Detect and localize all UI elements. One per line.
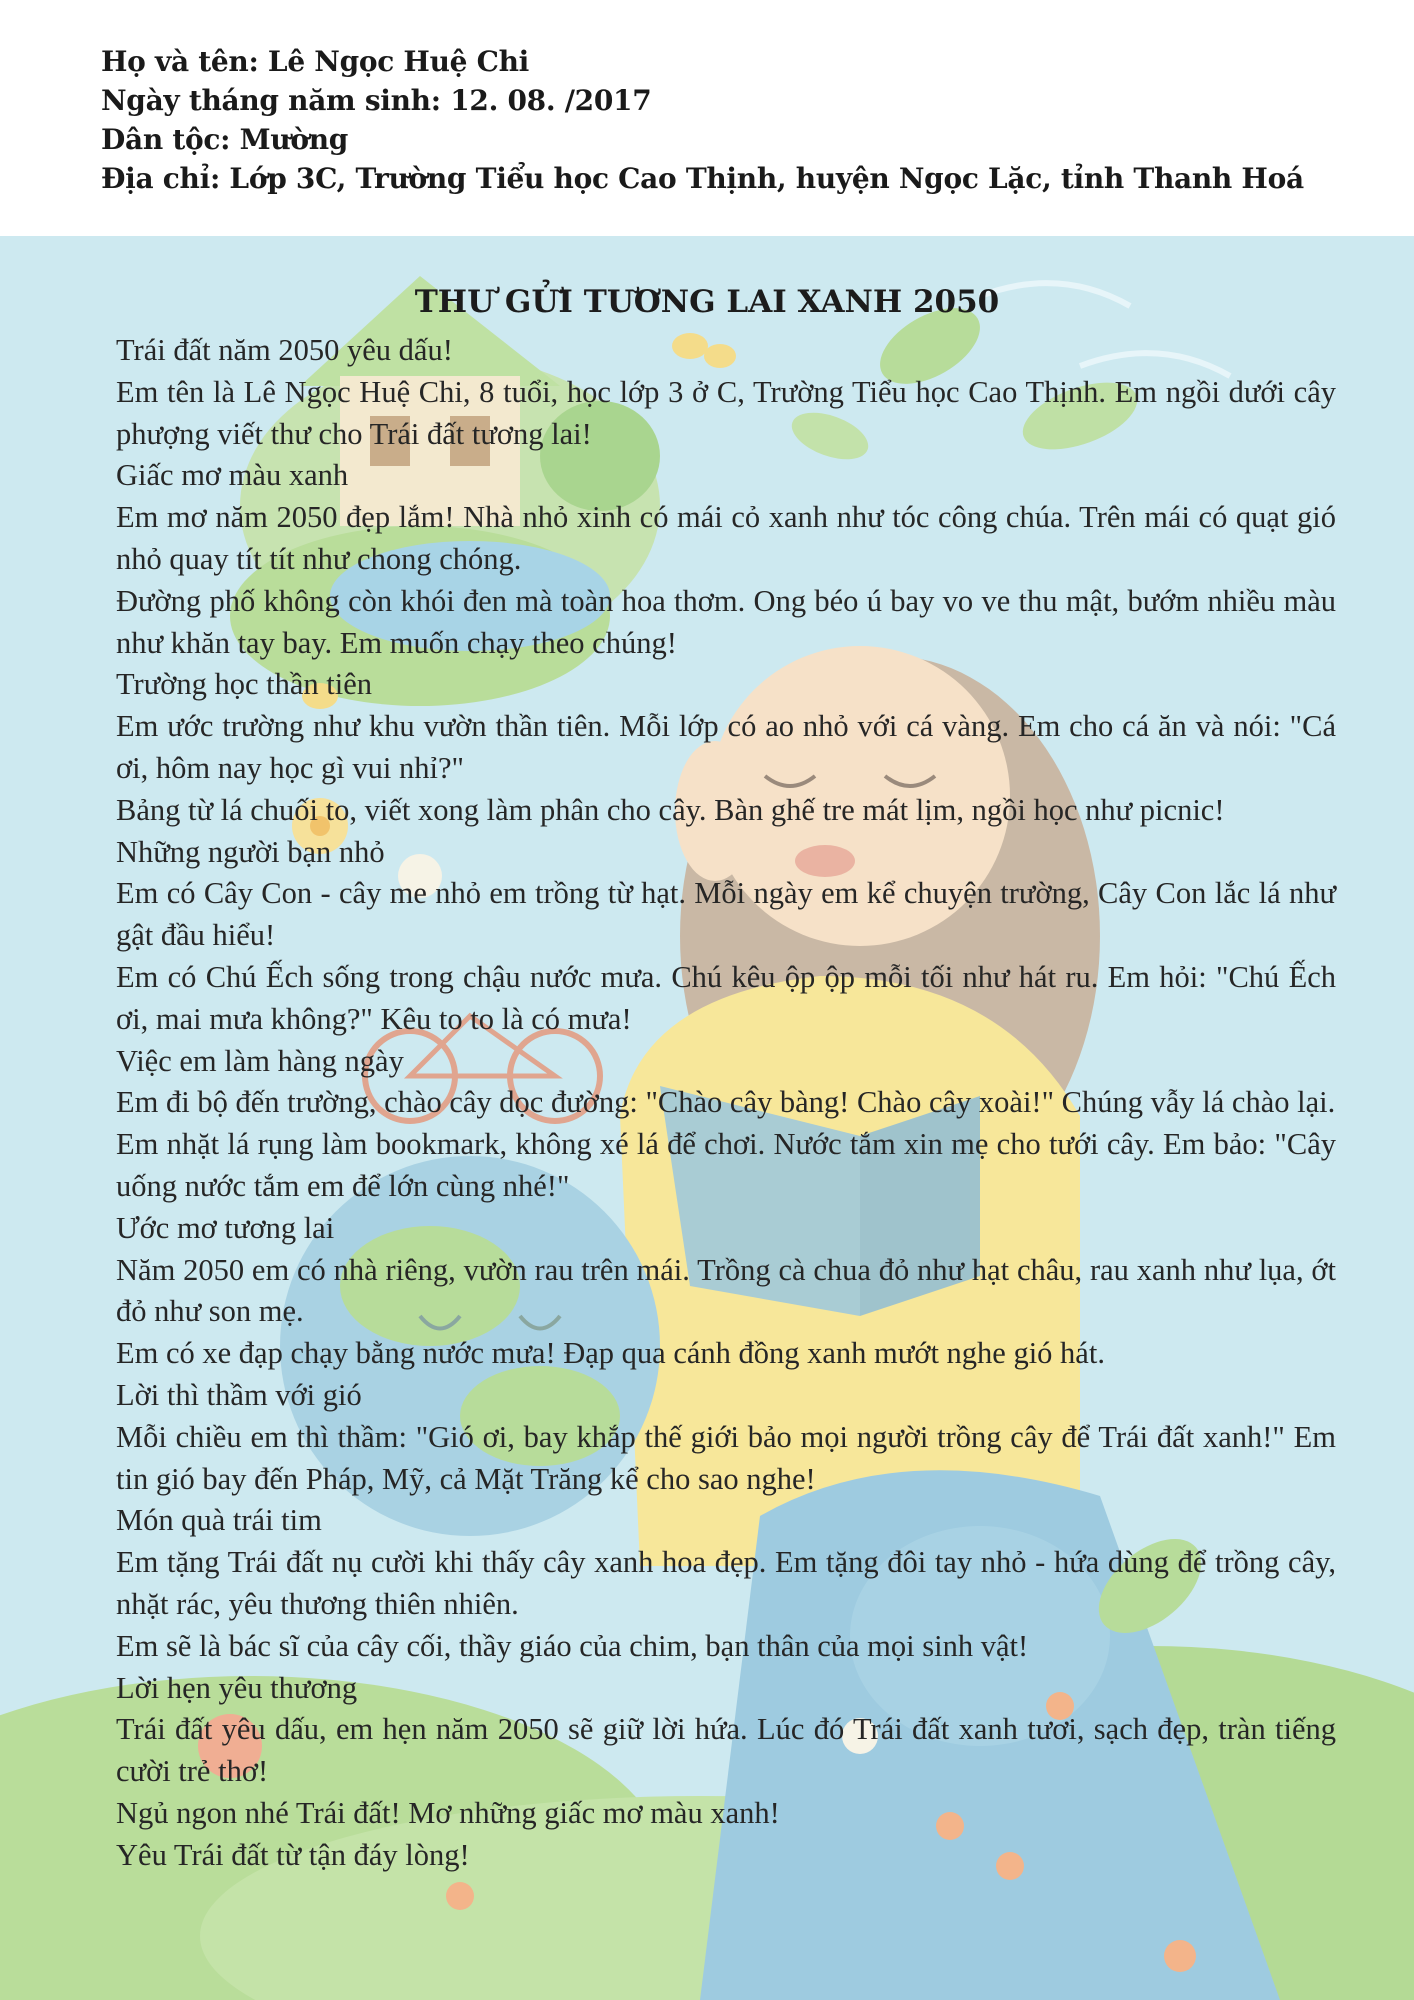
section-heading: Lời thì thầm với gió — [116, 1377, 362, 1412]
paragraph: Đường phố không còn khói đen mà toàn hoa thơm. Ong béo ú bay vo ve thu mật, bướm nhiều màu như khăn tay bay. Em muốn chạy theo chúng! — [116, 583, 1336, 660]
closing-line: Yêu Trái đất từ tận đáy lòng! — [116, 1837, 470, 1872]
student-ethnicity: Dân tộc: Mường — [101, 123, 349, 156]
section-heading: Lời hẹn yêu thương — [116, 1670, 358, 1705]
letter-title: THƯ GỬI TƯƠNG LAI XANH 2050 — [414, 284, 1000, 320]
paragraph: Em tặng Trái đất nụ cười khi thấy cây xanh hoa đẹp. Em tặng đôi tay nhỏ - hứa dùng để trồng cây, nhặt rác, yêu thương thiên nhiên. — [116, 1545, 1336, 1621]
paragraph: Em có xe đạp chạy bằng nước mưa! Đạp qua cánh đồng xanh mướt nghe gió hát. — [116, 1336, 1105, 1371]
student-name: Họ và tên: Lê Ngọc Huệ Chi — [101, 45, 529, 78]
paragraph: Em có Chú Ếch sống trong chậu nước mưa. Chú kêu ộp ộp mỗi tối như hát ru. Em hỏi: "Chú Ếch ơi, mai mưa không?" Kêu to to là có mưa! — [116, 959, 1336, 1036]
section-heading: Trường học thần tiên — [116, 667, 373, 702]
paragraph: Năm 2050 em có nhà riêng, vườn rau trên mái. Trồng cà chua đỏ như hạt châu, rau xanh như lụa, ớt đỏ như son mẹ. — [116, 1252, 1336, 1329]
section-heading: Giấc mơ màu xanh — [116, 458, 349, 493]
greeting: Trái đất năm 2050 yêu dấu! — [116, 333, 453, 367]
paragraph: Em sẽ là bác sĩ của cây cối, thầy giáo của chim, bạn thân của mọi sinh vật! — [116, 1628, 1029, 1663]
section-heading: Ước mơ tương lai — [116, 1210, 335, 1245]
section-heading: Món quà trái tim — [116, 1503, 322, 1538]
paragraph: Em ước trường như khu vườn thần tiên. Mỗi lớp có ao nhỏ với cá vàng. Em cho cá ăn và nói: "Cá ơi, hôm nay học gì vui nhỉ?" — [116, 709, 1336, 785]
section-heading: Việc em làm hàng ngày — [116, 1043, 404, 1078]
paragraph: Bảng từ lá chuối to, viết xong làm phân cho cây. Bàn ghế tre mát lịm, ngồi học như picnic! — [116, 792, 1225, 827]
paragraph: Trái đất yêu dấu, em hẹn năm 2050 sẽ giữ lời hứa. Lúc đó Trái đất xanh tươi, sạch đẹp, tràn tiếng cười trẻ thơ! — [116, 1712, 1336, 1789]
student-info-header — [0, 0, 1414, 236]
paragraph: Em nhặt lá rụng làm bookmark, không xé lá để chơi. Nước tắm xin mẹ cho tưới cây. Em bảo: "Cây uống nước tắm em để lớn cùng nhé!" — [116, 1127, 1336, 1203]
student-info-lines — [101, 42, 1304, 198]
paragraph: Ngủ ngon nhé Trái đất! Mơ những giấc mơ màu xanh! — [116, 1795, 780, 1830]
paragraph: Mỗi chiều em thì thầm: "Gió ơi, bay khắp thế giới bảo mọi người trồng cây để Trái đất xanh!" Em tin gió bay đến Pháp, Mỹ, cả Mặt Trăng kể cho sao nghe! — [116, 1419, 1336, 1496]
paragraph: Em đi bộ đến trường, chào cây dọc đường: "Chào cây bàng! Chào cây xoài!" Chúng vẫy lá chào lại. — [116, 1085, 1336, 1120]
intro-paragraph: Em tên là Lê Ngọc Huệ Chi, 8 tuổi, học lớp 3 ở C, Trường Tiểu học Cao Thịnh. Em ngồi dưới cây phượng viết thư cho Trái đất tương lai! — [116, 374, 1336, 451]
letter-body — [116, 330, 1336, 1876]
student-address: Địa chỉ: Lớp 3C, Trường Tiểu học Cao Thịnh, huyện Ngọc Lặc, tỉnh Thanh Hoá — [101, 162, 1304, 195]
paragraph: Em mơ năm 2050 đẹp lắm! Nhà nhỏ xinh có mái cỏ xanh như tóc công chúa. Trên mái có quạt gió nhỏ quay tít tít như chong chóng. — [116, 500, 1336, 576]
paragraph: Em có Cây Con - cây me nhỏ em trồng từ hạt. Mỗi ngày em kể chuyện trường, Cây Con lắc lá như gật đầu hiểu! — [116, 876, 1336, 953]
student-dob: Ngày tháng năm sinh: 12. 08. /2017 — [101, 84, 652, 117]
section-heading: Những người bạn nhỏ — [116, 834, 385, 869]
